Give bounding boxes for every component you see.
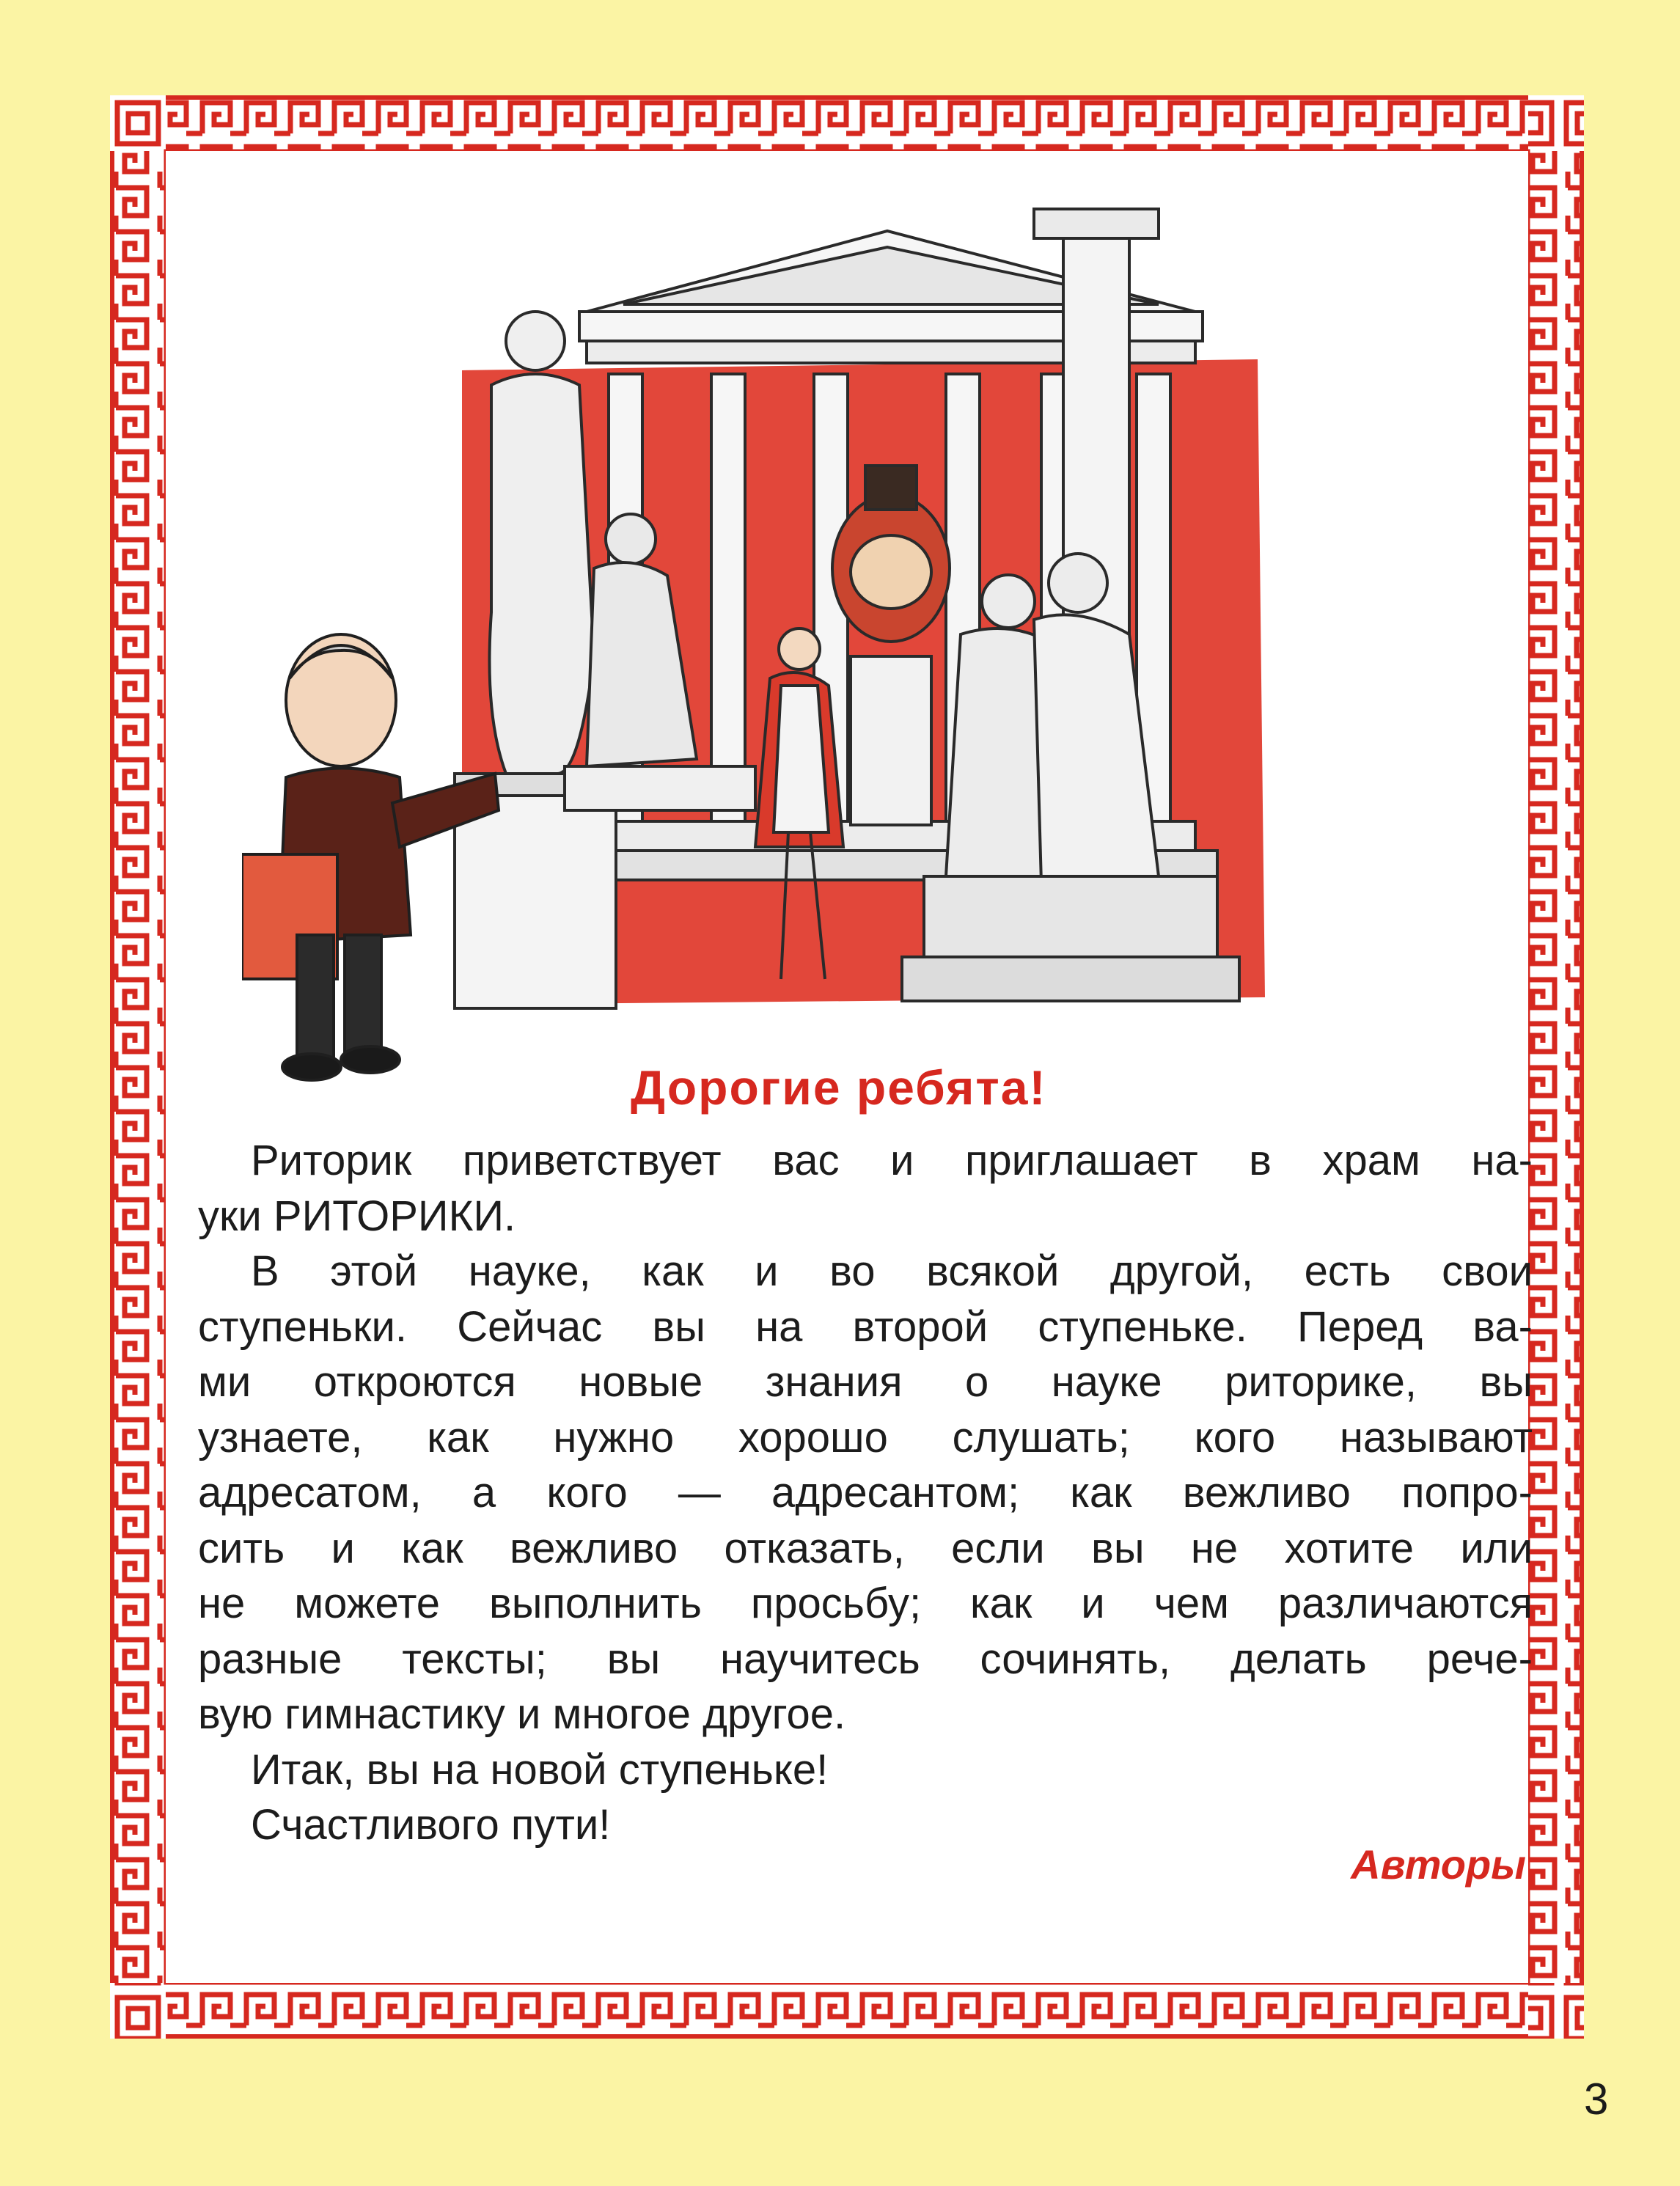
text-line: ступеньки. Сейчас вы на второй ступеньке. Перед ва- bbox=[198, 1302, 1533, 1351]
greek-temple-illustration bbox=[242, 202, 1269, 1093]
text-line: вую гимнастику и многое другое. bbox=[198, 1690, 846, 1738]
body-text bbox=[198, 1133, 1533, 1853]
paragraph-2 bbox=[198, 1244, 1533, 1742]
text-line: сить и как вежливо отказать, если вы не хотите или bbox=[198, 1524, 1533, 1572]
text-line: В этой науке, как и во всякой другой, есть свои bbox=[251, 1247, 1533, 1295]
signature-authors: Авторы bbox=[1351, 1841, 1526, 1888]
text-line: не можете выполнить просьбу; как и чем различаются bbox=[198, 1580, 1533, 1627]
text-line: разные тексты; вы научитесь сочинять, делать рече- bbox=[198, 1635, 1533, 1683]
text-line: адресатом, а кого — адресантом; как вежливо попро- bbox=[198, 1469, 1533, 1516]
closing-line-2: Счастливого пути! bbox=[251, 1801, 611, 1849]
text-line: Риторик приветствует вас и приглашает в храм на- bbox=[251, 1137, 1533, 1184]
text-line: уки РИТОРИКИ. bbox=[198, 1192, 516, 1240]
page-number: 3 bbox=[1584, 2075, 1609, 2124]
page-heading: Дорогие ребята! bbox=[631, 1060, 1047, 1115]
text-line: ми откроются новые знания о науке риторике, вы bbox=[198, 1358, 1533, 1406]
paragraph-1 bbox=[198, 1133, 1533, 1244]
closing-line-1: Итак, вы на новой ступеньке! bbox=[251, 1745, 829, 1794]
text-line: узнаете, как нужно хорошо слушать; кого называют bbox=[198, 1413, 1533, 1461]
